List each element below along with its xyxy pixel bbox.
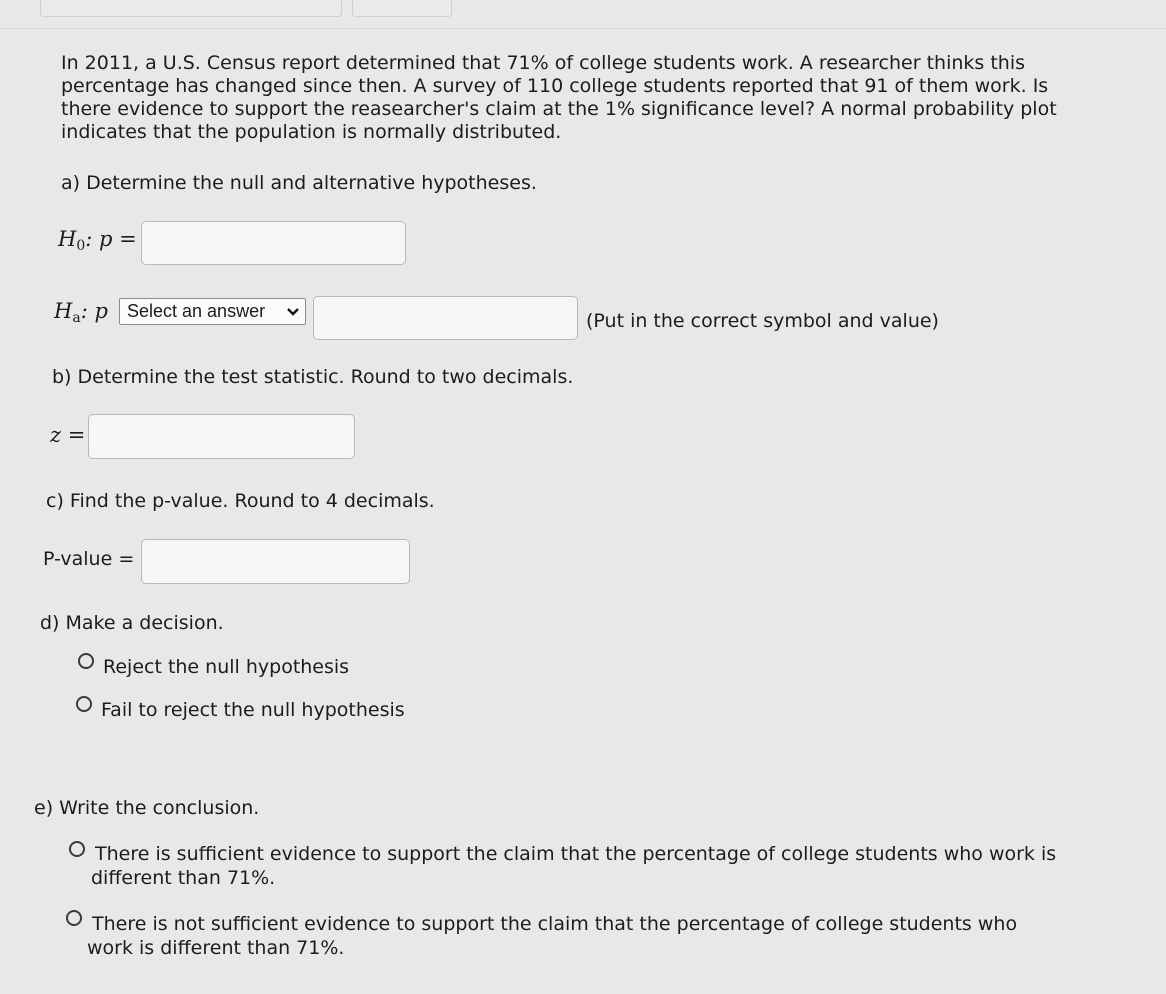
- decision-option-reject[interactable]: Reject the null hypothesis: [103, 656, 350, 678]
- top-tab-left: [40, 0, 342, 17]
- p-value-label: P-value =: [43, 548, 135, 570]
- top-divider: [0, 28, 1166, 29]
- part-b-label: b) Determine the test statistic. Round to two decimals.: [52, 366, 574, 388]
- part-e-label: e) Write the conclusion.: [34, 797, 260, 819]
- conclusion-option-sufficient-line2[interactable]: different than 71%.: [91, 867, 276, 889]
- ha-symbol-select[interactable]: [119, 298, 306, 325]
- radio-button-icon[interactable]: [69, 841, 85, 857]
- conclusion-option-not-sufficient[interactable]: There is not sufficient evidence to support the claim that the percentage of college students who: [92, 913, 1018, 935]
- p-value-input[interactable]: [141, 539, 410, 584]
- part-c-label: c) Find the p-value. Round to 4 decimals.: [46, 490, 435, 512]
- conclusion-option-sufficient[interactable]: There is sufficient evidence to support the claim that the percentage of college students who work is: [95, 843, 1057, 865]
- radio-button-icon[interactable]: [66, 910, 82, 926]
- radio-button-icon[interactable]: [78, 653, 94, 669]
- z-label: z =: [50, 423, 86, 447]
- top-tab-right: [352, 0, 452, 17]
- conclusion-option-not-sufficient-line2[interactable]: work is different than 71%.: [87, 937, 345, 959]
- h0-label: $H_0$: p =: [58, 227, 137, 254]
- ha-hint: (Put in the correct symbol and value): [586, 310, 939, 332]
- ha-select-label: Select an answer: [127, 301, 266, 321]
- radio-button-icon[interactable]: [76, 696, 92, 712]
- h0-value-input[interactable]: [141, 221, 406, 265]
- part-d-label: d) Make a decision.: [40, 612, 224, 634]
- z-value-input[interactable]: [88, 414, 355, 459]
- question-text: In 2011, a U.S. Census report determined that 71% of college students work. A researcher thinks this percentage has changed since then. A survey of 110 college students reported that 91 of them work. Is there evidence to support the reasearcher's claim at the 1% significance level? A normal probability plot indicates that the population is normally distributed.: [61, 52, 1057, 143]
- chevron-down-icon: [287, 299, 299, 332]
- ha-value-input[interactable]: [313, 296, 578, 340]
- decision-option-fail-to-reject[interactable]: Fail to reject the null hypothesis: [101, 699, 405, 721]
- top-toolbar: [0, 0, 1166, 30]
- part-a-label: a) Determine the null and alternative hypotheses.: [61, 172, 537, 194]
- ha-label: $H_a$: p: [54, 299, 108, 326]
